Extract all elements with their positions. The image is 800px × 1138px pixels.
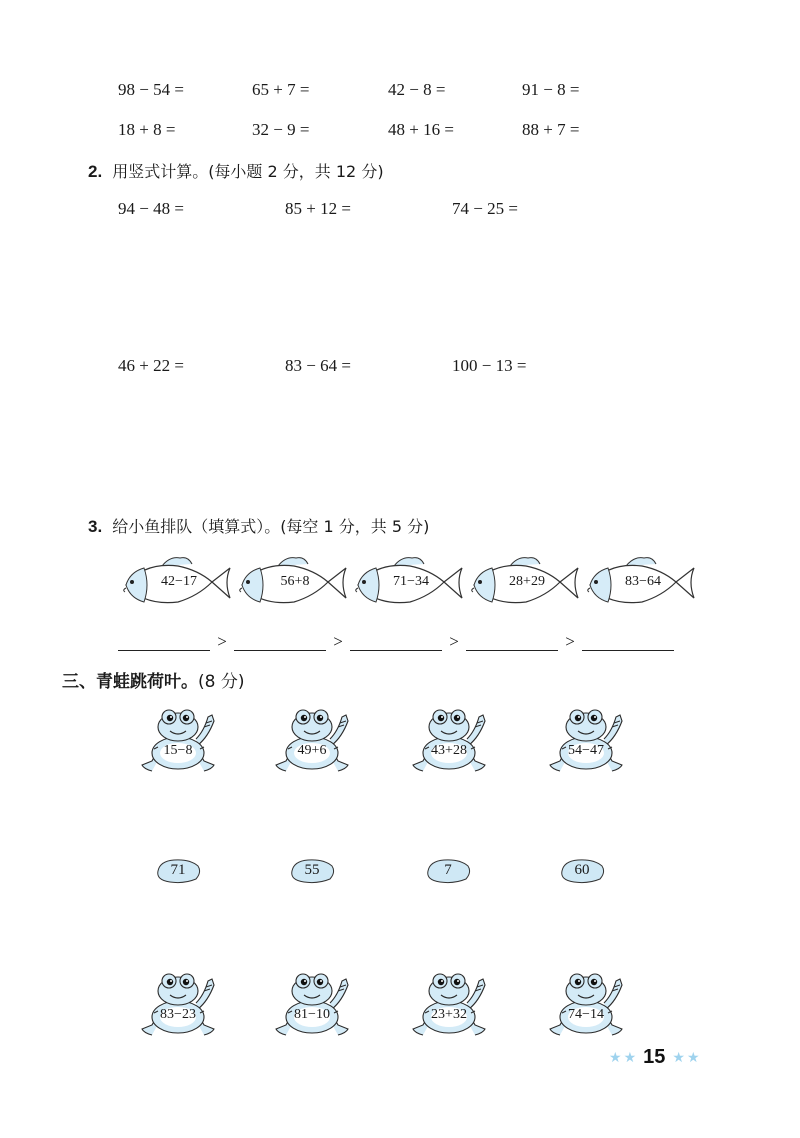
lily-pad — [288, 858, 336, 884]
frog-icon — [138, 967, 218, 1039]
fish — [350, 552, 466, 612]
question-3-title — [88, 514, 429, 537]
frog-expression: 74−14 — [568, 1007, 604, 1022]
frog-icon — [272, 967, 352, 1039]
star-icon: ★ — [623, 1049, 637, 1066]
vertical-calc-equation: 100 − 13 = — [452, 356, 527, 375]
question-text: 给小鱼排队（填算式）。(每空 1 分，共 5 分) — [112, 517, 430, 536]
frog-expression: 23+32 — [431, 1007, 467, 1022]
frog-icon — [272, 703, 352, 775]
fish-expression: 71−34 — [393, 574, 429, 589]
frog — [138, 703, 218, 775]
lily-pad-number: 71 — [170, 862, 186, 878]
frog-expression: 83−23 — [160, 1007, 196, 1022]
vertical-calc-equation: 83 − 64 = — [285, 356, 351, 375]
frog-expression: 81−10 — [294, 1007, 330, 1022]
vertical-calc-equation: 74 − 25 = — [452, 199, 518, 218]
frog-icon — [409, 703, 489, 775]
equation: 42 − 8 = — [388, 80, 446, 99]
frog-expression: 15−8 — [163, 743, 193, 758]
greater-than-sign: > — [217, 632, 227, 651]
fish-expression: 83−64 — [625, 574, 661, 589]
frog — [546, 967, 626, 1039]
fish — [582, 552, 698, 612]
lily-pad — [558, 858, 606, 884]
answer-blank[interactable] — [582, 632, 674, 651]
fish-expression: 56+8 — [280, 574, 310, 589]
lily-pad — [424, 858, 472, 884]
greater-than-sign: > — [333, 632, 343, 651]
lily-pad-number: 55 — [304, 862, 320, 878]
frog — [409, 703, 489, 775]
equation: 98 − 54 = — [118, 80, 184, 99]
fish — [234, 552, 350, 612]
frog-icon — [546, 967, 626, 1039]
question-text: 用竖式计算。(每小题 2 分，共 12 分) — [112, 162, 384, 181]
vertical-calc-equation: 94 − 48 = — [118, 199, 184, 218]
ordering-answer-row — [118, 632, 674, 651]
section-title-text: 三、青蛙跳荷叶。 — [62, 672, 198, 692]
star-icon: ★ — [686, 1049, 700, 1066]
fish-expression: 42−17 — [161, 574, 197, 589]
star-icon: ★ — [609, 1049, 622, 1066]
section-points: (8 分) — [198, 672, 245, 692]
frog — [546, 703, 626, 775]
fish — [466, 552, 582, 612]
answer-blank[interactable] — [466, 632, 558, 651]
lily-pad-number: 7 — [444, 862, 452, 878]
frog — [272, 967, 352, 1039]
question-2-title — [88, 159, 384, 182]
greater-than-sign: > — [449, 632, 459, 651]
equation: 18 + 8 = — [118, 120, 176, 139]
vertical-calc-equation: 85 + 12 = — [285, 199, 351, 218]
question-number: 3. — [88, 517, 103, 536]
page-number-text: 15 — [643, 1046, 666, 1068]
equation: 65 + 7 = — [252, 80, 310, 99]
frog — [138, 967, 218, 1039]
answer-blank[interactable] — [350, 632, 442, 651]
answer-blank[interactable] — [234, 632, 326, 651]
frog — [272, 703, 352, 775]
equation: 91 − 8 = — [522, 80, 580, 99]
vertical-calc-equation: 46 + 22 = — [118, 356, 184, 375]
star-icon: ★ — [672, 1049, 685, 1066]
answer-blank[interactable] — [118, 632, 210, 651]
frog-icon — [409, 967, 489, 1039]
fish-expression: 28+29 — [509, 574, 545, 589]
section-3-title — [62, 667, 244, 692]
equation: 32 − 9 = — [252, 120, 310, 139]
frog — [409, 967, 489, 1039]
frog-icon — [546, 703, 626, 775]
frog-expression: 43+28 — [431, 743, 467, 758]
fish — [118, 552, 234, 612]
frog-expression: 54−47 — [568, 743, 604, 758]
question-number: 2. — [88, 162, 103, 181]
greater-than-sign: > — [565, 632, 575, 651]
frog-icon — [138, 703, 218, 775]
frog-expression: 49+6 — [297, 743, 327, 758]
lily-pad-number: 60 — [574, 862, 590, 878]
lily-pad — [154, 858, 202, 884]
equation: 88 + 7 = — [522, 120, 580, 139]
page-number — [608, 1046, 701, 1069]
equation: 48 + 16 = — [388, 120, 454, 139]
